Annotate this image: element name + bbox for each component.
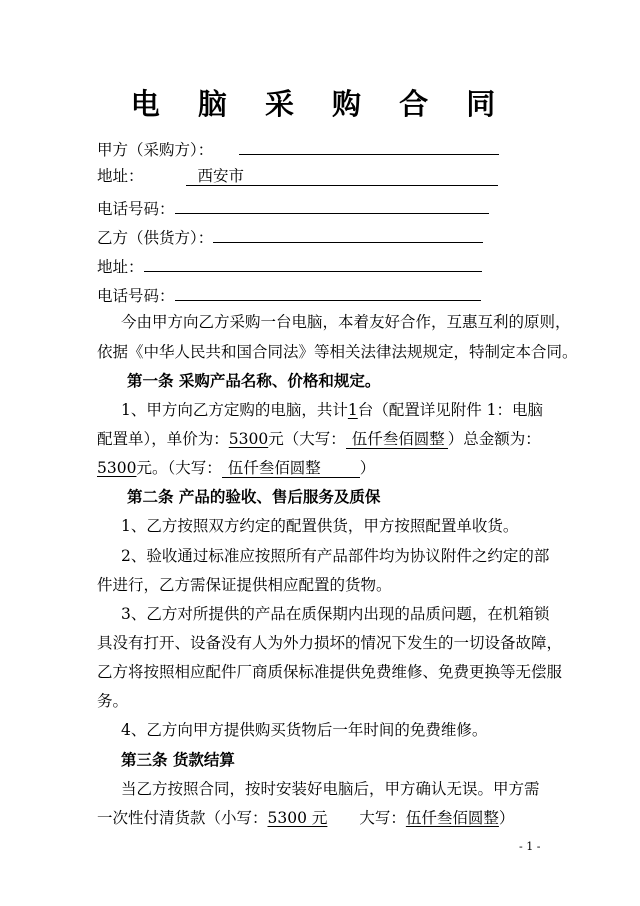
article1-para-line-3	[97, 458, 557, 478]
party-b-address-label: 地址：	[97, 258, 144, 276]
party-b-address-line	[97, 254, 557, 277]
party-b-phone-field[interactable]	[175, 283, 481, 301]
article2-item-3-line-1: 3、乙方对所提供的产品在质保期内出现的品质问题，在机箱锁	[121, 605, 550, 623]
article1-p2-text-b: 元（大写：	[268, 430, 346, 448]
article1-p2-text-a: 配置单），单价为：	[97, 430, 229, 448]
article2-item-4: 4、乙方向甲方提供购买货物后一年时间的免费维修。	[121, 721, 488, 739]
page-number: - 1 -	[519, 840, 541, 853]
party-a-phone-field[interactable]	[175, 196, 489, 214]
party-b-phone-line	[97, 283, 557, 306]
article2-item-2-line-1: 2、验收通过标准应按照所有产品部件均为协议附件之约定的部	[121, 547, 550, 565]
intro-line-2: 依据《中华人民共和国合同法》等相关法律法规规定，特制定本合同。	[97, 343, 578, 361]
payment-big-amount: 伍仟叁佰圆整	[405, 809, 499, 827]
article3-l2-text-a: 一次性付清货款（小写：	[97, 809, 268, 827]
article1-p1-text-a: 1、甲方向乙方定购的电脑，共计	[121, 401, 348, 419]
party-b-line	[97, 225, 557, 248]
article2-item-3-line-3: 乙方将按照相应配件厂商质保标准提供免费维修、免费更换等无偿服	[97, 663, 563, 681]
party-b-label: 乙方（供货方）：	[97, 229, 214, 247]
party-a-address-label: 地址：	[97, 167, 144, 185]
article3-l2-text-c: ）	[498, 809, 515, 827]
payment-small-amount: 5300 元	[267, 809, 328, 827]
article3-heading: 第三条 货款结算	[121, 750, 235, 769]
article1-p3-text-b: ）	[359, 459, 376, 477]
party-a-line	[97, 137, 557, 160]
party-b-name-field[interactable]	[213, 225, 483, 243]
quantity-value: 1	[347, 401, 358, 419]
article2-item-1: 1、乙方按照双方约定的配置供货，甲方按照配置单收货。	[121, 517, 519, 535]
party-a-address-value: 西安市	[197, 167, 245, 185]
party-a-phone-label: 电话号码：	[97, 200, 175, 218]
party-a-address-field[interactable]	[186, 168, 498, 186]
party-a-label: 甲方（采购方）：	[97, 141, 214, 159]
party-b-phone-label: 电话号码：	[97, 287, 175, 305]
article1-p1-text-b: 台（配置详见附件 1：电脑	[357, 401, 544, 419]
article1-para-line-2	[97, 429, 557, 449]
article2-item-3-line-4: 务。	[97, 692, 129, 710]
article2-item-2-line-2: 件进行，乙方需保证提供相应配置的货物。	[97, 576, 392, 594]
party-a-phone-line	[97, 196, 557, 219]
article1-p2-text-c: ）总金额为：	[447, 430, 541, 448]
party-a-name-field[interactable]	[239, 137, 499, 155]
unit-price-words-field	[346, 431, 448, 449]
total-words-field	[222, 460, 360, 478]
contract-title: 电 脑 采 购 合 同	[130, 87, 510, 121]
article3-line-2	[97, 808, 557, 828]
article1-heading: 第一条 采购产品名称、价格和规定。	[127, 371, 381, 390]
party-b-address-field[interactable]	[144, 254, 482, 272]
article3-l2-text-b: 大写：	[359, 809, 406, 827]
article2-item-3-line-2: 具没有打开、设备没有人为外力损坏的情况下发生的一切设备故障，	[97, 634, 563, 652]
total-value: 5300	[97, 459, 137, 477]
total-words: 伍仟叁佰圆整	[227, 459, 321, 477]
unit-price-value: 5300	[228, 430, 269, 448]
article1-para-line-1	[121, 400, 581, 420]
unit-price-words: 伍仟叁佰圆整	[351, 430, 445, 448]
article2-heading: 第二条 产品的验收、售后服务及质保	[127, 487, 381, 506]
article3-line-1: 当乙方按照合同，按时安装好电脑后，甲方确认无误。甲方需	[121, 780, 540, 798]
party-a-address-line	[97, 166, 557, 186]
intro-line-1: 今由甲方向乙方采购一台电脑，本着友好合作，互惠互利的原则，	[121, 313, 571, 331]
article1-p3-text-a: 元。（大写：	[136, 459, 222, 477]
